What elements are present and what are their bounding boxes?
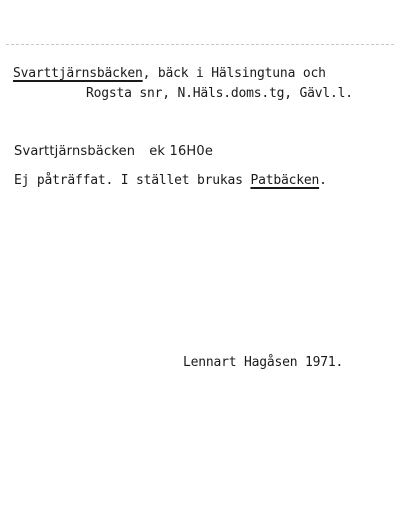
signature: Lennart Hagåsen 1971.	[183, 355, 344, 370]
entry-line	[14, 144, 213, 159]
note-alt-name: Patbäcken	[250, 173, 320, 188]
heading-place-name: Svarttjärnsbäcken	[13, 66, 143, 81]
entry-place-name: Svarttjärnsbäcken	[14, 144, 136, 159]
note-end: .	[319, 173, 327, 188]
heading-line-1	[13, 66, 326, 81]
card-top-edge	[6, 44, 394, 45]
entry-map-code: ek 16H0e	[149, 144, 214, 159]
heading-description: , bäck i Hälsingtuna och	[142, 66, 326, 81]
note-line	[14, 173, 327, 188]
note-text: Ej påträffat. I stället brukas	[14, 173, 251, 188]
heading-line-2: Rogsta snr, N.Häls.doms.tg, Gävl.l.	[86, 86, 353, 101]
